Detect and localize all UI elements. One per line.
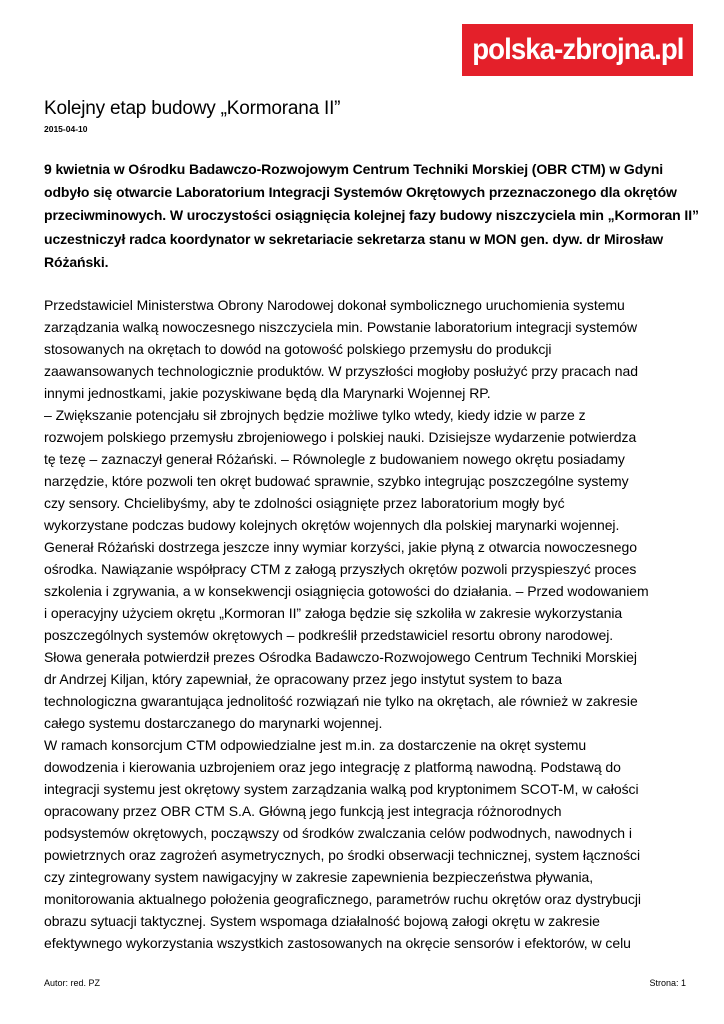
body-line: wykorzystane podczas budowy kolejnych okrętów wojennych dla polskiej marynarki wojennej.: [44, 517, 620, 533]
body-line: czy zintegrowany system nawigacyjny w zakresie zapewnienia bezpieczeństwa pływania,: [44, 869, 594, 885]
body-line: zarządzania walką nowoczesnego niszczyciela min. Powstanie laboratorium integracji systemów: [44, 319, 638, 335]
body-line: ośrodka. Nawiązanie współpracy CTM z załogą przyszłych okrętów pozwoli przyspieszyć proces: [44, 561, 637, 577]
body-line: narzędzie, które pozwoli ten okręt budować sprawnie, szybko integrując poszczególne systemy: [44, 473, 629, 489]
footer-author: Autor: red. PZ: [44, 978, 101, 988]
lead-line: odbyło się otwarcie Laboratorium Integracji Systemów Okrętowych przeznaczonego dla okrętów: [44, 184, 677, 201]
body-line: powietrznych oraz zagrożeń asymetrycznych, po środki obserwacji technicznej, system łączności: [44, 847, 641, 863]
article-date: 2015-04-10: [44, 124, 88, 134]
body-line: całego systemu dostarczanego do marynarki wojennej.: [44, 715, 383, 731]
article-title: Kolejny etap budowy „Kormorana II”: [44, 98, 341, 119]
lead-line: 9 kwietnia w Ośrodku Badawczo-Rozwojowym Centrum Techniki Morskiej (OBR CTM) w Gdyni: [44, 161, 664, 177]
site-logo-text: polska-zbrojna.pl: [471, 33, 684, 66]
body-line: obrazu sytuacji taktycznej. System wspomaga działalność bojową załogi okrętu w zakresie: [44, 913, 600, 929]
body-line: podsystemów okrętowych, począwszy od środków zwalczania celów podwodnych, nawodnych i: [44, 825, 632, 841]
body-line: poszczególnych systemów okrętowych – podkreślił przedstawiciel resortu obrony narodowej.: [44, 627, 614, 643]
body-line: W ramach konsorcjum CTM odpowiedzialne jest m.in. za dostarczenie na okręt systemu: [44, 737, 587, 753]
body-line: Przedstawiciel Ministerstwa Obrony Narodowej dokonał symbolicznego uruchomienia systemu: [44, 297, 625, 313]
body-line: i operacyjny użyciem okrętu „Kormoran II” załoga będzie się szkoliła w zakresie wykorzystania: [44, 605, 623, 621]
article-body: [44, 294, 684, 954]
body-line: – Zwiększanie potencjału sił zbrojnych będzie możliwe tylko wtedy, kiedy idzie w parze z: [44, 407, 586, 423]
article-lead: [44, 158, 699, 274]
body-line: zaawansowanych technologicznie produktów. W przyszłości mogłoby posłużyć przy pracach nad: [44, 363, 638, 379]
body-line: dowodzenia i kierowania uzbrojeniem oraz jego integrację z platformą nawodną. Podstawą do: [44, 759, 621, 775]
body-line: rozwojem polskiego przemysłu zbrojeniowego i polskiej nauki. Dzisiejsze wydarzenie potwierdza: [44, 429, 637, 445]
body-line: innymi jednostkami, jakie pozyskiwane będą dla Marynarki Wojennej RP.: [44, 385, 491, 401]
body-line: integracji systemu jest okrętowy system zarządzania walką pod kryptonimem SCOT-M, w całości: [44, 781, 639, 797]
lead-line: przeciwminowych. W uroczystości osiągnięcia kolejnej fazy budowy niszczyciela min „Kormoran II”: [44, 207, 699, 224]
body-line: Generał Różański dostrzega jeszcze inny wymiar korzyści, jakie płyną z otwarcia nowoczesnego: [44, 539, 637, 555]
body-line: opracowany przez OBR CTM S.A. Główną jego funkcją jest integracja różnorodnych: [44, 803, 562, 819]
body-line: stosowanych na okrętach to dowód na gotowość polskiego przemysłu do produkcji: [44, 341, 552, 357]
lead-line: uczestniczył radca koordynator w sekretariacie sekretarza stanu w MON gen. dyw. dr Mirosław: [44, 230, 664, 247]
site-logo: [462, 24, 693, 76]
footer-page-number: Strona: 1: [649, 978, 686, 988]
body-line: technologiczna gwarantująca jednolitość rozwiązań nie tylko na okrętach, ale również w zakresie: [44, 693, 638, 709]
body-line: Słowa generała potwierdził prezes Ośrodka Badawczo-Rozwojowego Centrum Techniki Morskiej: [44, 649, 637, 665]
lead-line: Różański.: [44, 253, 109, 270]
body-line: szkolenia i zgrywania, a w konsekwencji osiągnięcia gotowości do działania. – Przed wodowaniem: [44, 583, 649, 599]
body-line: efektywnego wykorzystania wszystkich zastosowanych na okręcie sensorów i efektorów, w celu: [44, 935, 631, 951]
body-line: czy sensory. Chcielibyśmy, aby te zdolności osiągnięte przez laboratorium mogły być: [44, 495, 565, 511]
body-line: dr Andrzej Kiljan, który zapewniał, że opracowany przez jego instytut system to baza: [44, 671, 562, 687]
body-line: tę tezę – zaznaczył generał Różański. – Równolegle z budowaniem nowego okrętu posiadamy: [44, 451, 625, 467]
body-line: monitorowania aktualnego położenia geograficznego, parametrów ruchu okrętów oraz dystrybucji: [44, 891, 641, 907]
